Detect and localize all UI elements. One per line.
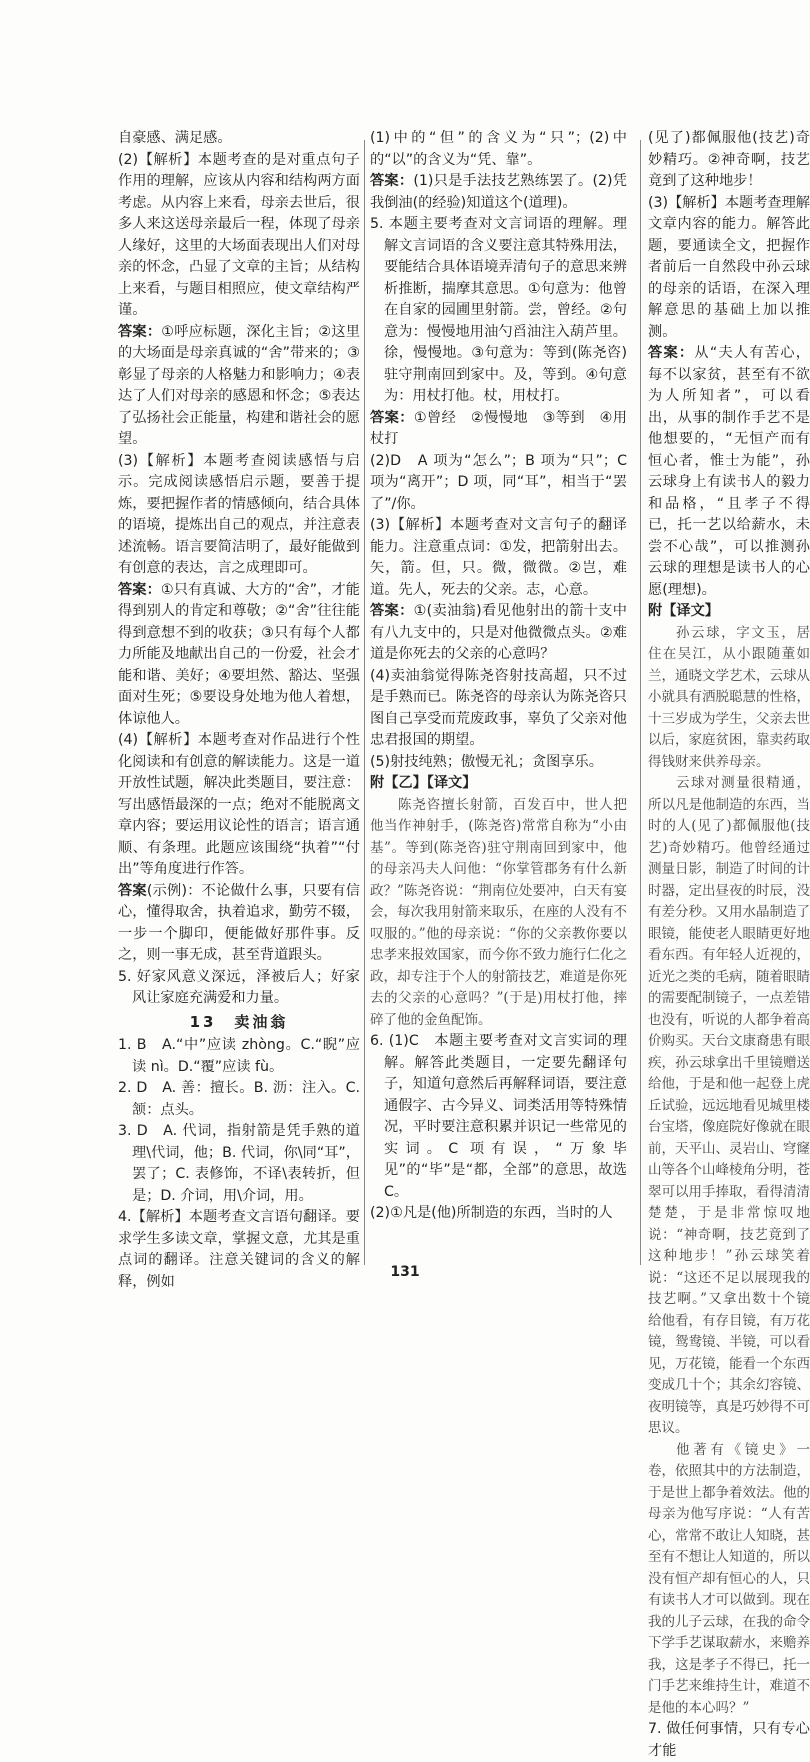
paragraph-text: (5)射技纯熟；傲慢无礼；贪图享乐。 [370, 753, 603, 770]
answer-paragraph [648, 601, 810, 623]
paragraph-text: (2)D A 项为“怎么”；B 项为“只”；C 项为“离开”；D 项，同“耳”，相当于“罢了”/你。 [370, 452, 627, 512]
answer-paragraph [118, 1207, 360, 1293]
answer-label: 答案： [118, 581, 161, 598]
paragraph-text: 自豪感、满足感。 [118, 130, 232, 146]
paragraph-text: 云球对测量很精通，所以凡是他制造的东西，当时的人(见了)都佩服他(技艺)奇妙精巧。他曾经通过测量日影，制造了时间的计时器，定出昼夜的时辰，没有差分秒。又用水晶制造了眼镜，能使老人眼睛更好地看东西。有年轻人近视的，近光之类的毛病，随着眼睛的需要配制镜子，一点差错也没有，听说的人都争着高价购买。天台文康裔患有眼疾，孙云球拿出千里镜赠送给他，于是和他一起登上虎丘试验，远远地看见城里楼台宝塔，像庭院好像就在眼前，天平山、灵岩山、穹窿山等各个山峰棱角分明，苍翠可以用手捧取，看得清清楚楚，于是非常惊叹地说：“神奇啊，技艺竟到了这种地步！”孙云球笑着说：“这还不足以展现我的技艺啊。”又拿出数十个镜给他看，有存目镜，有万花镜，鸳鸯镜、半镜，可以看见，万花镜，能看一个东西变成几十个；其余幻容镜、夜明镜等，真是巧妙得不可思议。 [648, 775, 810, 1436]
column-middle [370, 128, 627, 1280]
column-divider-1 [364, 140, 365, 1265]
paragraph-text: 陈尧咨擅长射箭，百发百中，世人把他当作神射手，(陈尧咨)常常自称为“小由基”。等到(陈尧咨)驻守荆南回到家中，他的母亲冯夫人问他：“你掌管郡务有什么新政？”陈尧咨说：“荆南位处要冲，白天有宴会，每次我用射箭来取乐，在座的人没有不叹服的。”他的母亲说：“你的父亲教你要以忠孝来报效国家，而今你不致力施行仁化之政，却专注于个人的射箭技艺，难道是你死去的父亲的心意吗？”(于是)用杖打他，摔碎了他的金鱼配饰。 [370, 796, 627, 1028]
column-left [118, 128, 360, 1290]
answer-paragraph [370, 1031, 627, 1203]
paragraph-text: 1. B A.“中”应读 zhòng。C.“睨”应读 nì。D.“覆”应读 fù。 [118, 1037, 360, 1075]
answer-paragraph [370, 666, 627, 752]
answer-label: 答案： [370, 603, 414, 619]
answer-paragraph [118, 580, 360, 731]
paragraph-text: 5. 本题主要考查对文言词语的理解。理解文言词语的含义要注意其特殊用法，要能结合具体语境弄清句子的意思来辨析推断，揣摩其意思。①句意为：他曾在自家的园圃里射箭。尝，曾经。②句意为：慢慢地用油勺舀油注入葫芦里。徐，慢慢地。③句意为：等到(陈尧咨)驻守荆南回到家中。及，等到。④句意为：用杖打他。杖，用杖打。 [370, 216, 627, 404]
answer-paragraph [370, 515, 627, 601]
section-title: 13 卖油翁 [189, 1012, 289, 1031]
paragraph-text: (2)①凡是(他)所制造的东西，当时的人 [370, 1205, 613, 1221]
paragraph-text: (3)【解析】本题考查阅读感悟与启示。完成阅读感悟启示题，要善于提炼，要把握作者的情感倾向，结合具体的语境，提炼出自己的观点，并注意表述流畅。语言要简洁明了，最好能做到有创意的表达，言之成理即可。 [118, 452, 360, 576]
paragraph-text: (3)【解析】本题考查对文言句子的翻译能力。注意重点词：①发，把箭射出去。矢，箭。但，只。微，微微。②岂，难道。先人，死去的父亲。志，心意。 [370, 517, 627, 598]
paragraph-text: 7. 做任何事情，只有专心才能 [648, 1721, 810, 1759]
paragraph-text: (见了)都佩服他(技艺)奇妙精巧。②神奇啊，技艺竟到了这种地步！ [648, 130, 810, 189]
paragraph-text: ①(卖油翁)看见他射出的箭十支中有八九支中的，只是对他微微点头。②难道是你死去的父亲的心意吗？ [370, 603, 627, 662]
answer-paragraph [370, 1203, 627, 1225]
paragraph-text: 孙云球，字文玉，居住在吴江，从小跟随董如兰，通晓文学艺术，云球从小就具有洒脱聪慧的性格，十三岁成为学生，父亲去世以后，家庭贫困，靠卖药取得钱财来供养母亲。 [648, 624, 810, 770]
column-divider-2 [640, 140, 641, 1265]
paragraph-text: 2. D A. 善：擅长。B. 沥：注入。C. 颔：点头。 [118, 1080, 360, 1118]
answer-label: 答案： [118, 323, 162, 340]
answer-paragraph [370, 214, 627, 408]
answer-paragraph [118, 1121, 360, 1207]
paragraph-text: 3. D A. 代词，指射箭是凭手熟的道理\代词，他；B. 代词，你\同“耳”，罢了；C. 表修饰，不译\表转折，但是；D. 介词，用\介词，用。 [118, 1123, 360, 1204]
paragraph-text: 6. (1)C 本题主要考查对文言实词的理解。解答此类题目，一定要先翻译句子，知道句意然后再解释词语，要注意通假字、古今异义、词类活用等特殊情况，平时要注意积累并识记一些常见的实词。C 项有误，“万象毕见”的“毕”是“都，全部”的意思，故选 C。 [370, 1033, 627, 1200]
answer-label: 答案 [118, 882, 147, 899]
answer-paragraph [370, 171, 627, 214]
paragraph-text: 从“夫人有苦心，每不以家贫，甚至有不欲为人所知者”，可以看出，从事的制作手艺不是他想要的，“无恒产而有恒心者，惟士为能”，孙云球身上有读书人的毅力和品格，“且孝子不得已，托一艺以给薪水，未尝不心哉”，可以推测孙云球的理想是读书人的心愿(理想)。 [648, 345, 810, 598]
paragraph-text: (2)【解析】本题考查的是对重点句子作用的理解，应该从内容和结构两方面考虑。从内容上来看，母亲去世后，很多人来这送母亲最后一程，体现了母亲人缘好，这里的大场面表现出人们对母亲的怀念，凸显了文章的主旨；从结构上来看，与题目相照应，使文章结构严谨。 [118, 151, 360, 318]
translation-paragraph [648, 773, 810, 1440]
answer-paragraph [118, 128, 360, 150]
answer-paragraph [118, 730, 360, 881]
answer-paragraph [648, 343, 810, 601]
paragraph-text: (3)【解析】本题考查理解文章内容的能力。解答此题，要通读全文，把握作者前后一自然段中孙云球的母亲的话语，在深入理解意思的基础上加以推测。 [648, 194, 810, 340]
answer-paragraph [118, 451, 360, 580]
answer-paragraph [370, 128, 627, 171]
paragraph-text: ①曾经 ②慢慢地 ③等到 ④用杖打 [370, 409, 627, 447]
paragraph-text: (4)【解析】本题考查对作品进行个性化阅读和有创意的解读能力。这是一道开放性试题，解决此类题目，要注意：写出感悟最深的一点；绝对不能脱离文章内容；要运用议论性的语言；语言通顺、有条理。此题应该围绕“执着”“付出”等角度进行作答。 [118, 732, 360, 877]
answer-paragraph [118, 150, 360, 322]
paragraph-text: (4)卖油翁觉得陈尧咨射技高超，只不过是手熟而已。陈尧咨的母亲认为陈尧咨只图自己享受而荒废政事，辜负了父亲对他忠君报国的期望。 [370, 667, 627, 748]
answer-paragraph [370, 773, 627, 795]
paragraph-text: (示例)：不论做什么事，只要有信心，懂得取舍，执着追求，勤劳不辍，一步一个脚印，便能做好那件事。反之，则一事无成，甚至背道跟头。 [118, 882, 360, 963]
answer-label: 答案： [370, 409, 414, 426]
answer-paragraph [118, 967, 360, 1010]
translation-paragraph [648, 623, 810, 774]
answer-paragraph [118, 1035, 360, 1078]
paragraph-text: ①只有真诚、大方的“舍”，才能得到别人的肯定和尊敬；②“舍”往往能得到意想不到的收获；③只有每个人都力所能及地献出自己的一份爱，社会才能和谐、美好；④要坦然、豁达、坚强面对生死；⑤要设身处地为他人着想，体谅他人。 [118, 581, 360, 727]
answer-paragraph [118, 322, 360, 451]
column-right [648, 128, 810, 1759]
answer-paragraph [648, 128, 810, 193]
answer-paragraph [118, 1078, 360, 1121]
paragraph-text: ①呼应标题，深化主旨；②这里的大场面是母亲真诚的“舍”带来的；③彰显了母亲的人格魅力和影响力；④表达了人们对母亲的感恩和怀念；⑤表达了弘扬社会正能量，构建和谐社会的愿望。 [118, 323, 360, 447]
paragraph-text: 4.【解析】本题考查文言语句翻译。要求学生多读文章，掌握文意，尤其是重点词的翻译。注意关键词的含义的解释，例如 [118, 1209, 360, 1290]
answer-paragraph [370, 752, 627, 774]
answer-label: 答案： [648, 345, 695, 361]
answer-label: 附【译文】 [648, 603, 719, 619]
answer-paragraph [370, 408, 627, 451]
answer-label: 答案： [370, 173, 414, 189]
paragraph-text: 5. 好家风意义深远，泽被后人；好家风让家庭充满爱和力量。 [118, 968, 360, 1006]
answer-paragraph [370, 601, 627, 666]
page-number: 131 [390, 1264, 420, 1280]
answer-paragraph [118, 881, 360, 967]
answer-paragraph [648, 193, 810, 344]
translation-paragraph [370, 795, 627, 1032]
answer-paragraph [370, 451, 627, 516]
answer-label: 附【乙】【译文】 [370, 775, 477, 791]
paragraph-text: 他著有《镜史》一卷，依照其中的方法制造，于是世上都争着效法。他的母亲为他写序说：“人有苦心，常常不敢让人知晓，甚至有不想让人知道的，所以没有恒产却有恒心的人，只有读书人才可以做到。现在我的儿子云球，在我的命令下学手艺谋取薪水，来赡养我，这是孝子不得已，托一门手艺来维持生计，难道不是他的本心吗？” [648, 1441, 810, 1716]
paragraph-text: (1)中的“但”的含义为“只”；(2)中的“以”的含义为“凭、靠”。 [370, 130, 627, 168]
paragraph-text: (1)只是手法技艺熟练罢了。(2)凭我倒油(的经验)知道这个(道理)。 [370, 173, 627, 211]
answer-paragraph [648, 1719, 810, 1762]
translation-paragraph [648, 1440, 810, 1720]
